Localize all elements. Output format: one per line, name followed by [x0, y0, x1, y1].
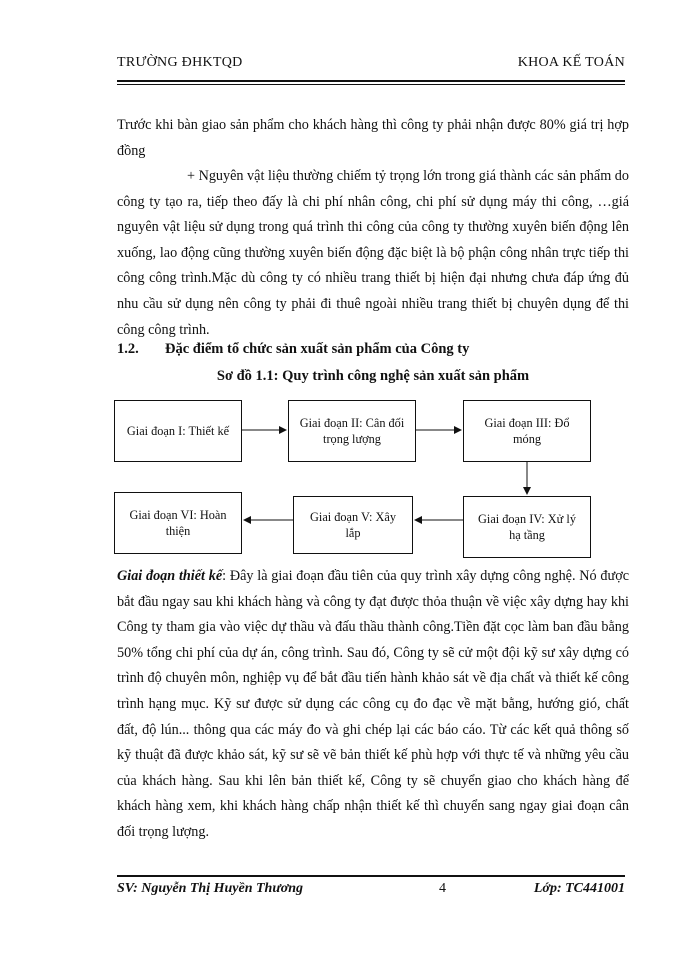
footer-page-number: 4	[439, 881, 446, 896]
header-school: TRƯỜNG ĐHKTQD	[117, 55, 243, 70]
process-step-4: Giai đoạn IV: Xử lý hạ tầng	[463, 496, 591, 558]
page-header	[117, 55, 625, 73]
paragraph-payment: Trước khi bàn giao sản phẩm cho khách hàng thì công ty phải nhận được 80% giá trị hợp đồng	[117, 117, 629, 159]
process-step-6: Giai đoạn VI: Hoàn thiện	[114, 492, 242, 554]
paragraph-design-stage	[117, 564, 629, 846]
section-heading	[117, 341, 469, 358]
design-stage-lead: Giai đoạn thiết kế	[117, 568, 223, 584]
design-stage-text: : Đây là giai đoạn đầu tiên của quy trình xây dựng công nghệ. Nó được bắt đầu ngay sau khi khách hàng và công ty đạt được thỏa thuận về việc xây dựng hay khi Công ty tham gia vào việc dự thầu và đấu thầu thành công.Tiền đặt cọc làm ban đầu bằng 50% tổng chi phí của dự án, công trình. Sau đó, Công ty sẽ cử một đội kỹ sư xây dựng có trình độ chuyên môn, nghiệp vụ để bắt đầu tiến hành khảo sát về địa chất và thiết kế công trình hạng mục. Kỹ sư được sử dụng các công cụ đo đạc về mặt bằng, hướng gió, chất đất, độ lún... thông qua các máy đo và ghi chép lại các báo cáo. Từ các kết quả thông số kỹ thuật đã được khảo sát, kỹ sư sẽ vẽ bản thiết kế phù hợp với thực tế và những yêu cầu của khách hàng. Sau khi lên bản thiết kế, Công ty sẽ chuyển giao cho khách hàng để khách hàng xem, khi khách hàng chấp nhận thiết kế thì chuyển sang ngay giai đoạn cân đối trọng lượng.	[117, 568, 629, 840]
diagram-caption: Sơ đồ 1.1: Quy trình công nghệ sản xuất sản phẩm	[216, 368, 530, 384]
process-step-3: Giai đoạn III: Đổ móng	[463, 400, 591, 462]
footer-student: SV: Nguyễn Thị Huyền Thương	[117, 881, 303, 896]
section-title: Đặc điểm tổ chức sản xuất sản phẩm của Công ty	[165, 341, 470, 357]
section-number: 1.2.	[117, 341, 139, 357]
header-faculty: KHOA KẾ TOÁN	[517, 55, 625, 70]
process-step-1: Giai đoạn I: Thiết kế	[114, 400, 242, 462]
footer-rule	[117, 875, 625, 877]
footer-class: Lớp: TC441001	[533, 881, 625, 896]
process-step-2: Giai đoạn II: Cân đối trọng lượng	[288, 400, 416, 462]
header-rule-thin	[117, 84, 625, 85]
process-step-5: Giai đoạn V: Xây lắp	[293, 496, 413, 554]
paragraph-materials: + Nguyên vật liệu thường chiếm tỷ trọng lớn trong giá thành các sản phẩm do công ty tạo ra, tiếp theo đấy là chi phí nhân công, chi phí sử dụng máy thi công, …giá nguyên vật liệu sử dụng trong quá trình thi công của công ty thường xuyên biến động lên xuống, lao động cũng thường xuyên biến động đặc biệt là bộ phận công nhân trực tiếp thi công công trình.Mặc dù công ty có nhiều trang thiết bị hiện đại nhưng chưa đáp ứng đủ nhu cầu sử dụng nên công ty phải đi thuê ngoài nhiều trang thiết bị chuyên dụng để thi công công trình.	[117, 168, 629, 338]
page-footer	[117, 881, 625, 899]
header-rule-thick	[117, 80, 625, 82]
